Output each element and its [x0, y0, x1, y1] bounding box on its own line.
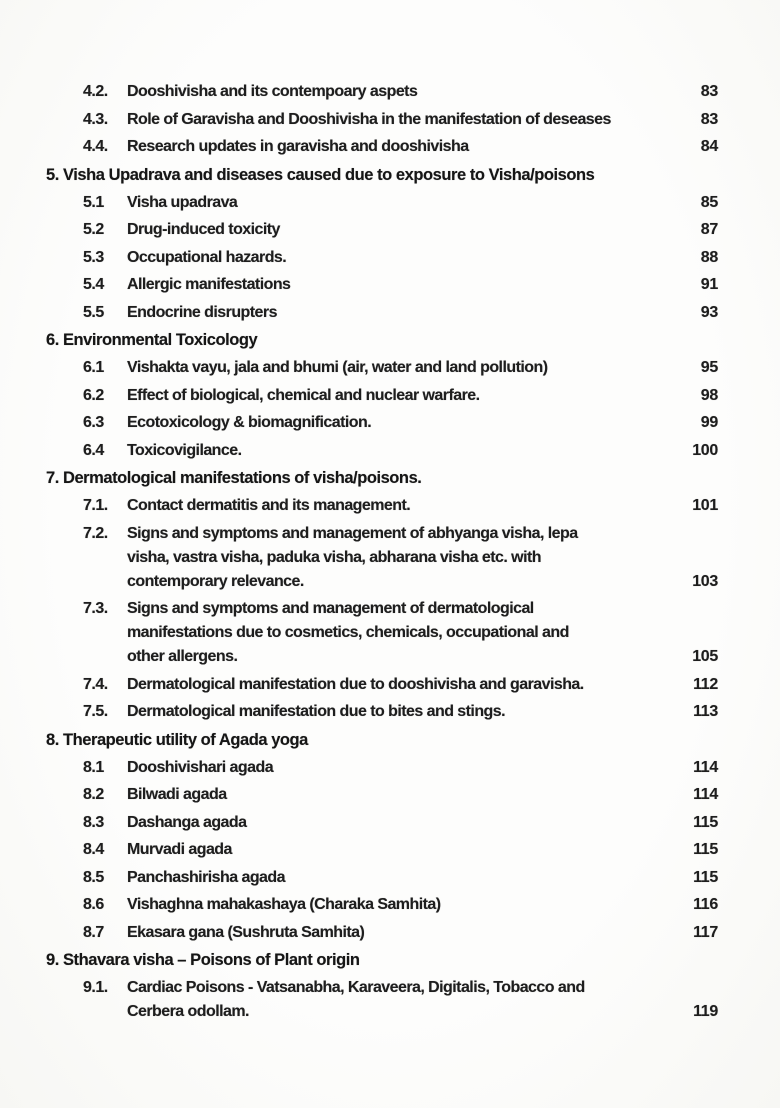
- toc-item: [46, 191, 718, 215]
- toc-section-header: 6. Environmental Toxicology: [46, 331, 258, 349]
- toc-item: [46, 356, 718, 380]
- toc-item: [46, 597, 718, 669]
- toc-page-number: 98: [700, 386, 718, 404]
- toc-item-title: [127, 384, 678, 408]
- toc-item-title: [127, 893, 678, 917]
- toc-page-number: 84: [700, 138, 718, 155]
- toc-item-title: [127, 811, 678, 835]
- toc-item-title: [127, 108, 678, 132]
- toc-page-number: 100: [692, 441, 718, 459]
- toc-item-number: 5.3: [83, 248, 104, 266]
- toc-item-line: Signs and symptoms and management of dermatological: [127, 600, 534, 617]
- toc-page-number: 88: [700, 248, 718, 266]
- toc-item-number: 8.5: [83, 868, 104, 886]
- toc-content: [46, 80, 718, 1028]
- toc-item-line: Murvadi agada: [127, 841, 232, 858]
- toc-item: [46, 301, 718, 325]
- toc-page-number: 119: [693, 1003, 718, 1020]
- toc-item: [46, 921, 718, 945]
- toc-page-number: 117: [693, 923, 718, 941]
- toc-item-line: Contact dermatitis and its management.: [127, 497, 411, 514]
- toc-item-line: Dermatological manifestation due to bites and stings.: [127, 703, 506, 720]
- toc-item: [46, 756, 718, 780]
- toc-item: [46, 246, 718, 270]
- toc-item: [46, 218, 718, 242]
- toc-item-title: [127, 218, 678, 242]
- toc-section: [46, 466, 718, 724]
- toc-item-line: Toxicovigilance.: [127, 441, 242, 459]
- toc-item: [46, 494, 718, 518]
- toc-item-number: 8.2: [83, 786, 104, 803]
- toc-item-title: [127, 273, 678, 297]
- toc-item: [46, 893, 718, 917]
- toc-item-line: Dooshivishari agada: [127, 758, 274, 776]
- toc-item-line: Visha upadrava: [127, 193, 238, 211]
- toc-page-number: 116: [693, 896, 718, 913]
- toc-section: [46, 163, 718, 325]
- toc-page-number: 105: [692, 648, 718, 665]
- toc-item: [46, 811, 718, 835]
- toc-section: [46, 948, 718, 1024]
- toc-item-line: manifestations due to cosmetics, chemicals, occupational and: [127, 624, 569, 641]
- toc-item-number: 5.1: [83, 193, 104, 211]
- toc-item-number: 5.2: [83, 221, 104, 238]
- toc-page-number: 95: [700, 359, 718, 376]
- toc-page-number: 115: [693, 841, 718, 858]
- toc-item: [46, 411, 718, 435]
- toc-item-line: Dermatological manifestation due to dooshivisha and garavisha.: [127, 675, 584, 693]
- toc-page-number: 112: [693, 675, 718, 693]
- toc-item-number: 7.4.: [83, 675, 108, 693]
- toc-item-line: Ekasara gana (Sushruta Samhita): [127, 923, 365, 941]
- toc-item-line: Vishaghna mahakashaya (Charaka Samhita): [127, 896, 441, 913]
- toc-item: [46, 700, 718, 724]
- toc-item-number: 6.2: [83, 386, 104, 404]
- toc-item-line: Bilwadi agada: [127, 786, 227, 803]
- toc-item-title: [127, 135, 678, 159]
- toc-page-number: 87: [700, 221, 718, 238]
- toc-item-line: Vishakta vayu, jala and bhumi (air, water and land pollution): [127, 359, 548, 376]
- toc-item-number: 6.1: [83, 359, 104, 376]
- toc-item-title: [127, 191, 678, 215]
- toc-item-line: Dooshivisha and its contempoary aspets: [127, 83, 418, 100]
- toc-item-title: [127, 976, 678, 1024]
- toc-item-number: 7.3.: [83, 600, 108, 617]
- toc-item-title: [127, 439, 678, 463]
- toc-page-number: 83: [700, 110, 718, 128]
- toc-item: [46, 838, 718, 862]
- toc-item: [46, 866, 718, 890]
- toc-page-number: 113: [693, 703, 718, 720]
- toc-page-number: 115: [693, 813, 718, 831]
- toc-section-header: 7. Dermatological manifestations of visha/poisons.: [46, 469, 422, 487]
- toc-item-number: 5.5: [83, 303, 104, 321]
- toc-item-title: [127, 597, 678, 669]
- toc-section: [46, 80, 718, 159]
- toc-item-line: Role of Garavisha and Dooshivisha in the manifestation of deseases: [127, 110, 611, 128]
- toc-item-number: 4.4.: [83, 138, 108, 155]
- toc-item-title: [127, 921, 678, 945]
- toc-page-number: 103: [692, 572, 718, 590]
- toc-item-title: [127, 494, 678, 518]
- toc-item-title: [127, 80, 678, 104]
- toc-item-number: 8.3: [83, 813, 104, 831]
- toc-item-number: 7.2.: [83, 524, 108, 542]
- toc-item-title: [127, 522, 678, 594]
- toc-item-line: visha, vastra visha, paduka visha, abharana visha etc. with: [127, 548, 541, 566]
- toc-section-header: 9. Sthavara visha – Poisons of Plant origin: [46, 951, 360, 969]
- toc-item: [46, 80, 718, 104]
- toc-item-title: [127, 246, 678, 270]
- toc-item: [46, 783, 718, 807]
- toc-item-line: Occupational hazards.: [127, 248, 287, 266]
- toc-item-title: [127, 783, 678, 807]
- toc-page-number: 85: [700, 193, 718, 211]
- toc-section-header: 8. Therapeutic utility of Agada yoga: [46, 730, 308, 749]
- toc-item: [46, 976, 718, 1024]
- toc-item: [46, 522, 718, 594]
- toc-item-number: 4.2.: [83, 83, 108, 100]
- toc-section: [46, 728, 718, 945]
- toc-item-title: [127, 700, 678, 724]
- toc-item-line: Dashanga agada: [127, 813, 247, 831]
- toc-item-line: Allergic manifestations: [127, 276, 291, 293]
- toc-item-title: [127, 756, 678, 780]
- toc-item-line: contemporary relevance.: [127, 572, 304, 590]
- toc-item-line: Endocrine disrupters: [127, 303, 277, 321]
- toc-item-number: 4.3.: [83, 110, 108, 128]
- toc-item-number: 8.7: [83, 923, 104, 941]
- toc-page-number: 91: [700, 276, 718, 293]
- toc-page-number: 99: [700, 414, 718, 431]
- toc-item-title: [127, 356, 678, 380]
- toc-item-line: Panchashirisha agada: [127, 868, 285, 886]
- toc-item-title: [127, 301, 678, 325]
- toc-page-number: 114: [693, 758, 718, 776]
- toc-item-line: other allergens.: [127, 648, 238, 665]
- toc-item-line: Cardiac Poisons - Vatsanabha, Karaveera, Digitalis, Tobacco and: [127, 979, 585, 996]
- toc-item: [46, 673, 718, 697]
- toc-section-header: 5. Visha Upadrava and diseases caused due to exposure to Visha/poisons: [46, 165, 595, 184]
- toc-item-line: Ecotoxicology & biomagnification.: [127, 414, 372, 431]
- toc-item-number: 6.3: [83, 414, 104, 431]
- toc-page-number: 114: [693, 786, 718, 803]
- toc-item-number: 8.1: [83, 758, 104, 776]
- toc-item-title: [127, 866, 678, 890]
- toc-item-number: 7.1.: [83, 497, 108, 514]
- toc-item: [46, 439, 718, 463]
- toc-item-title: [127, 673, 678, 697]
- toc-item: [46, 108, 718, 132]
- toc-page-number: 101: [692, 497, 718, 514]
- toc-item-title: [127, 838, 678, 862]
- toc-item-line: Drug-induced toxicity: [127, 221, 280, 238]
- toc-item-number: 7.5.: [83, 703, 108, 720]
- toc-item-number: 8.4: [83, 841, 104, 858]
- toc-item-number: 8.6: [83, 896, 104, 913]
- toc-page-number: 83: [700, 83, 718, 100]
- toc-item-number: 5.4: [83, 276, 104, 293]
- toc-section: [46, 328, 718, 463]
- toc-item: [46, 273, 718, 297]
- toc-page-number: 93: [700, 303, 718, 321]
- toc-item-line: Research updates in garavisha and dooshivisha: [127, 138, 469, 155]
- toc-item-line: Effect of biological, chemical and nuclear warfare.: [127, 386, 480, 404]
- toc-item-line: Signs and symptoms and management of abhyanga visha, lepa: [127, 524, 578, 542]
- toc-item-number: 6.4: [83, 441, 104, 459]
- toc-item: [46, 384, 718, 408]
- toc-item-line: Cerbera odollam.: [127, 1003, 249, 1020]
- toc-item: [46, 135, 718, 159]
- toc-item-title: [127, 411, 678, 435]
- toc-page-number: 115: [693, 868, 718, 886]
- toc-item-number: 9.1.: [83, 979, 108, 996]
